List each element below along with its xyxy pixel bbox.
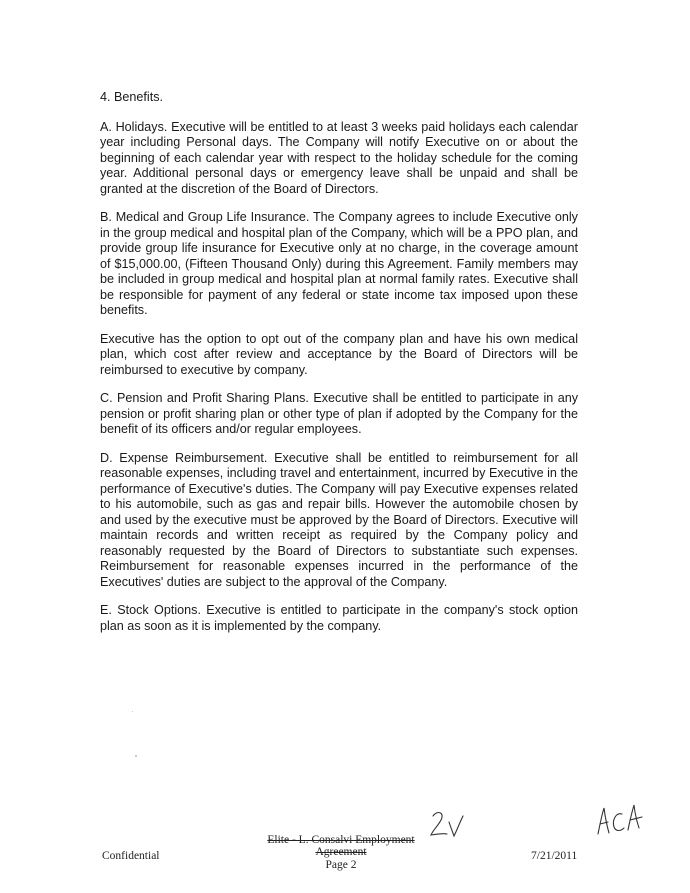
paragraph-lead: E. Stock Options.	[100, 603, 201, 617]
paragraph-stock-options	[100, 603, 578, 634]
scan-speck	[132, 711, 133, 712]
footer-center	[241, 834, 441, 871]
paragraph-text: Executive shall be entitled to reimbursement for all reasonable expenses, including travel and entertainment, incurred by Executive in the performance of Executive's duties. The Company will pay Executive expenses related to his automobile, such as gas and repair bills. However the automobile chosen by and used by the executive must be approved by the Board of Directors. Executive will maintain records and written receipt as required by the Company policy and reasonably requested by the Board of Directors to substantiate such expenses. Reimbursement for reasonable expenses incurred in the performance of the Executives' duties are subject to the approval of the Company.	[100, 450, 578, 589]
paragraph-pension	[100, 391, 578, 438]
paragraph-text: Executive shall be entitled to participate in any pension or profit sharing plan or other type of plan if adopted by the Company for the benefit of its officers and/or regular employees.	[100, 391, 578, 436]
paragraph-expense-reimbursement	[100, 451, 578, 591]
page-footer	[0, 834, 690, 874]
paragraph-medical-insurance	[100, 210, 578, 319]
scan-speck	[135, 755, 137, 757]
footer-date: 7/21/2011	[531, 850, 578, 862]
document-body	[100, 90, 578, 647]
paragraph-text: Executive is entitled to participate in the company's stock option plan as soon as it is implemented by the company.	[100, 603, 578, 633]
paragraph-lead: A. Holidays.	[100, 119, 168, 134]
paragraph-opt-out	[100, 332, 578, 379]
section-title: 4. Benefits.	[100, 90, 164, 104]
footer-page-number: Page 2	[325, 859, 357, 871]
paragraph-text: Executive has the option to opt out of the company plan and have his own medical plan, which cost after review and acceptance by the Board of Directors will be reimbursed to executive by company.	[100, 331, 578, 377]
paragraph-lead: B. Medical and Group Life Insurance.	[100, 210, 310, 224]
footer-document-title: Elite - L. Consalvi Employment Agreement	[267, 834, 415, 858]
paragraph-text: The Company agrees to include Executive only in the group medical and hospital plan of the Company, which will be a PPO plan, and provide group life insurance for Executive only at no charge, in the coverage amount of $15,000.00, (Fifteen Thousand Only) during this Agreement. Family members may be included in group medical and hospital plan at normal family rates. Executive shall be responsible for payment of any federal or state income tax imposed upon these benefits.	[100, 210, 578, 317]
paragraph-text: Executive will be entitled to at least 3 weeks paid holidays each calendar year including Personal days. The Company will notify Executive on or about the beginning of each calendar year with respect to the holiday schedule for the coming year. Additional personal days or emergency leave shall be unpaid and shall be granted at the discretion of the Board of Directors.	[100, 119, 578, 196]
paragraph-lead: D. Expense Reimbursement.	[100, 450, 268, 465]
paragraph-lead: C. Pension and Profit Sharing Plans.	[100, 391, 309, 405]
paragraph-holidays	[100, 120, 578, 198]
footer-confidential: Confidential	[102, 850, 160, 862]
